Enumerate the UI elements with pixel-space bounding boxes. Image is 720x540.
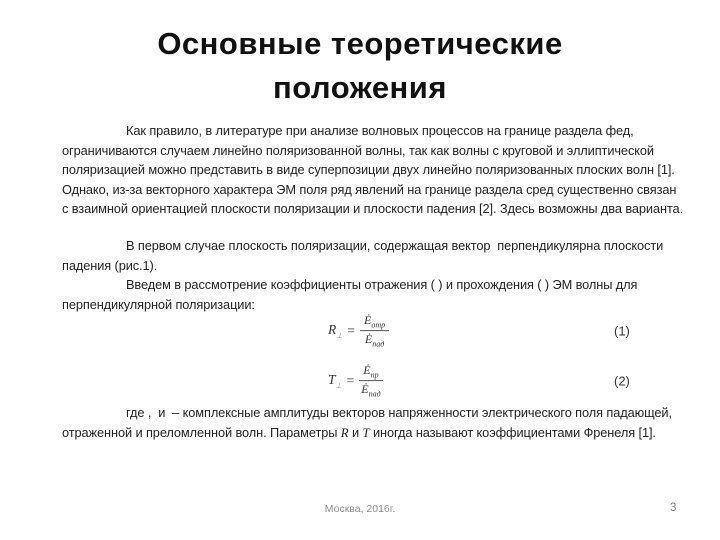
fresnel-text-segment-3: иногда называют коэффициентами Френеля [1]. xyxy=(369,424,656,440)
slide-title-line-1: Основные теоретические xyxy=(157,26,563,61)
formula-lhs xyxy=(328,322,342,340)
fraction-denominator xyxy=(360,332,389,349)
paragraph-intro: Как правило, в литературе при анализе волновых процессов на границе раздела фед, ограничиваются случаем линейно поляризованной волны, так как волны с круговой и эллиптической поляризацией можно представить в виде суперпозиции двух линейно поляризованных плоских волн [1]. Однако, из-за векторного характера ЭМ поля ряд явлений на границе раздела сред существенно связан с взаимной ориентацией плоскости поляризации и плоскости падения [2]. Здесь возможны два варианта. xyxy=(62,123,684,216)
fresnel-text-segment-2: и xyxy=(348,424,363,440)
equals-sign: = xyxy=(347,323,355,338)
fraction-numerator xyxy=(360,313,389,331)
fresnel-text-segment-1: где , и – комплексные амплитуды векторов напряженности электрического поля падающей, отраженной и преломленной волн. Параметры xyxy=(62,405,676,440)
denominator-subscript: пад xyxy=(368,389,381,399)
page-number: 3 xyxy=(670,502,677,514)
e-dot-symbol: Ė xyxy=(363,363,371,378)
fraction xyxy=(360,313,389,349)
variable-R: R xyxy=(340,425,349,440)
formula-lhs-symbol: R xyxy=(328,322,337,338)
numerator-subscript: пр xyxy=(370,370,379,380)
footer-location-date: Москва, 2016г. xyxy=(324,503,396,515)
equation-row-1 xyxy=(0,306,720,356)
reflection-coefficient-formula xyxy=(328,313,389,349)
equals-sign: = xyxy=(346,373,355,388)
formula-lhs xyxy=(328,372,342,390)
denominator-subscript: пад xyxy=(372,339,385,349)
formula-lhs-symbol: T xyxy=(328,372,336,388)
paragraph-first-case: В первом случае плоскость поляризации, содержащая вектор перпендикулярна плоскости падения (рис.1). xyxy=(62,238,667,273)
transmission-coefficient-formula xyxy=(328,363,383,399)
fraction-numerator xyxy=(359,363,382,381)
e-dot-symbol: Ė xyxy=(361,382,369,397)
slide-title xyxy=(0,22,720,110)
paragraph-coefficients-intro: Введем в рассмотрение коэффициенты отражения ( ) и прохождения ( ) ЭМ волны для перпендикулярной поляризации: xyxy=(62,277,641,312)
equation-number-2: (2) xyxy=(614,373,630,389)
equation-row-2 xyxy=(0,358,720,404)
fraction-denominator xyxy=(359,382,382,399)
numerator-subscript: отр xyxy=(371,320,386,330)
equation-number-1: (1) xyxy=(614,323,630,339)
e-dot-symbol: Ė xyxy=(363,313,372,328)
perpendicular-subscript: ⊥ xyxy=(335,381,342,390)
variable-T: T xyxy=(362,425,370,440)
fraction xyxy=(359,363,382,399)
e-dot-symbol: Ė xyxy=(364,332,373,347)
perpendicular-subscript: ⊥ xyxy=(336,331,343,340)
paragraph-fresnel xyxy=(62,403,684,443)
slide-title-line-2: положения xyxy=(273,70,447,105)
